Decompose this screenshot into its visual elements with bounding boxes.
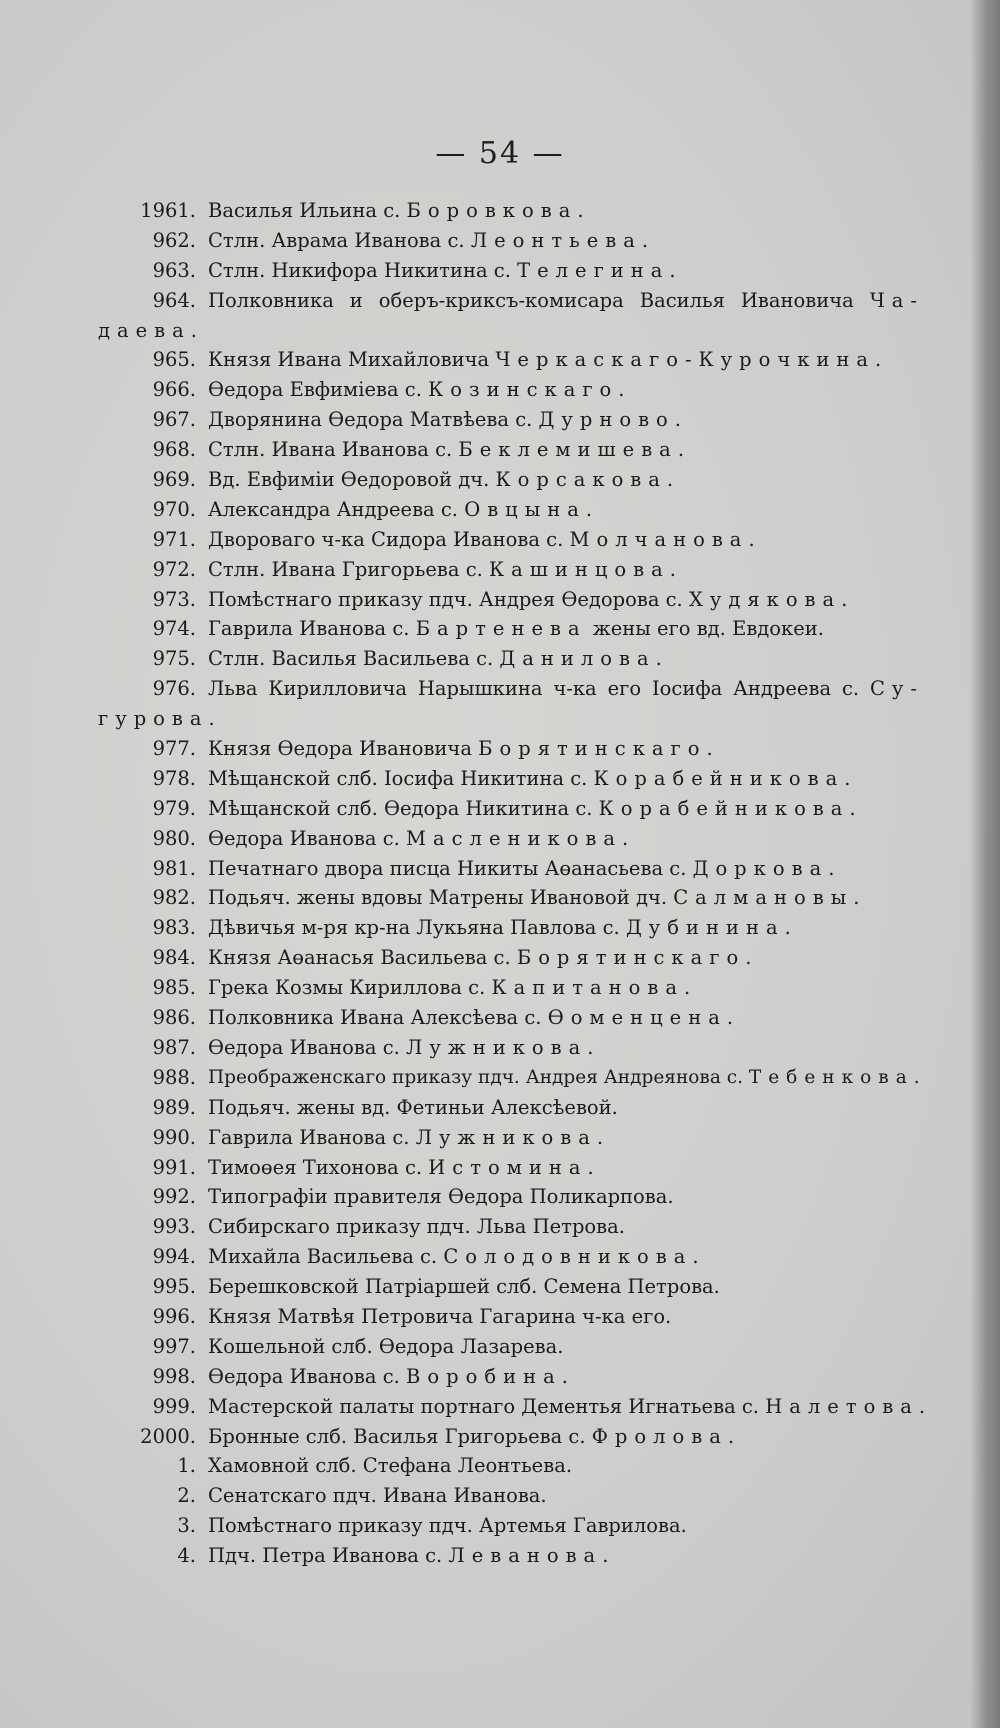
entry-text-plain: Полковника Ивана Алексѣева с. xyxy=(208,1006,548,1030)
list-entry xyxy=(0,1362,1000,1392)
entry-text-tail: . xyxy=(190,318,197,342)
entry-number: 981. xyxy=(152,856,196,880)
entry-text-tail: . xyxy=(587,1035,594,1059)
entry-surname-spaced: Овцына xyxy=(464,497,586,521)
list-entry xyxy=(0,1392,1000,1422)
entry-text-plain: Вд. Евфиміи Өедоровой дч. xyxy=(208,468,496,492)
entry-text-tail: . xyxy=(844,766,851,790)
entry-text xyxy=(208,1182,928,1212)
entry-surname-spaced: Корсакова xyxy=(495,468,667,492)
entry-text-tail: . xyxy=(585,497,593,521)
entry-text-plain: Гаврила Иванова с. xyxy=(208,1125,416,1149)
entry-text-plain: Помѣстнаго приказу пдч. Артемья Гаврилова. xyxy=(208,1514,687,1538)
list-entry xyxy=(0,256,1000,286)
entry-text xyxy=(208,674,924,704)
entry-number: 1. xyxy=(177,1454,196,1478)
entry-text xyxy=(208,286,924,316)
entry-text-plain: Печатнаго двора писца Никиты Аөанасьева с. xyxy=(208,856,693,880)
entry-number: 976. xyxy=(152,677,196,701)
entry-number: 969. xyxy=(152,468,196,492)
entry-text xyxy=(208,734,928,764)
entry-surname-spaced: Истомина xyxy=(428,1155,588,1179)
list-entry xyxy=(0,1242,1000,1272)
entry-text xyxy=(208,1093,928,1123)
entry-surname-spaced: Леонтьева xyxy=(470,228,642,252)
entry-text xyxy=(208,913,928,943)
entry-number: 987. xyxy=(152,1035,196,1059)
entry-text-tail: . xyxy=(641,228,649,252)
entry-number: 962. xyxy=(152,228,196,252)
list-entry xyxy=(0,495,1000,525)
entry-number: 973. xyxy=(152,587,196,611)
entry-text xyxy=(208,256,928,286)
entry-text-plain: Князя Матвѣя Петровича Гагарина ч-ка его. xyxy=(208,1304,672,1328)
list-entry xyxy=(0,1481,1000,1511)
entry-text xyxy=(208,1153,928,1183)
entry-text xyxy=(208,435,928,465)
list-entry xyxy=(0,883,1000,913)
entry-text-tail: . xyxy=(853,886,860,910)
entry-text xyxy=(208,405,928,435)
entry-text-tail: жены его вд. Евдокеи. xyxy=(586,617,824,641)
list-entry xyxy=(0,614,1000,644)
entry-text-plain: Типографіи правителя Өедора Поликарпова. xyxy=(208,1185,674,1209)
list-entry xyxy=(0,465,1000,495)
entry-surname-spaced: Масленикова xyxy=(406,826,623,850)
entry-text-tail: . xyxy=(622,826,629,850)
entry-text-plain: Князя Аөанасья Васильева с. xyxy=(208,946,517,970)
entry-text xyxy=(208,1242,928,1272)
entry-number: 971. xyxy=(152,527,196,551)
entry-surname-spaced: даева xyxy=(98,318,191,342)
entry-surname-spaced: Бартенева xyxy=(415,617,587,641)
list-entry xyxy=(0,764,1000,794)
entry-number: 995. xyxy=(152,1275,196,1299)
entry-text-tail: . xyxy=(561,1364,568,1388)
entry-number: 1961. xyxy=(140,199,196,222)
entry-number: 984. xyxy=(152,946,196,970)
list-entry xyxy=(0,1063,1000,1093)
entry-number: 975. xyxy=(152,647,196,671)
entry-text-plain: Тимоөея Тихонова с. xyxy=(208,1155,429,1179)
entry-text-plain: Өедора Иванова с. xyxy=(208,1364,407,1388)
entry-text-plain: Василья Ильина с. xyxy=(208,199,407,222)
entry-surname-spaced: Кашинцова xyxy=(489,557,670,581)
entry-text xyxy=(208,1272,928,1302)
list-entry xyxy=(0,913,1000,943)
entry-text-plain: Александра Андреева с. xyxy=(208,497,465,521)
entry-text xyxy=(208,794,928,824)
entry-number: 3. xyxy=(177,1514,196,1538)
list-entry xyxy=(0,1422,1000,1452)
entry-text-plain: Берешковской Патріаршей слб. Семена Петрова. xyxy=(208,1275,720,1299)
entry-number: 967. xyxy=(152,408,196,432)
entry-text xyxy=(208,614,928,644)
entry-text-tail: . xyxy=(727,1424,735,1448)
entry-number: 991. xyxy=(152,1155,196,1179)
list-entry xyxy=(0,1302,1000,1332)
entry-text xyxy=(208,1541,928,1571)
entry-text-plain: Стлн. Аврама Иванова с. xyxy=(208,228,471,252)
entry-text-tail: . xyxy=(849,796,856,820)
entry-text-tail: . xyxy=(587,1155,594,1179)
list-entry xyxy=(0,1153,1000,1183)
entry-number: 992. xyxy=(152,1185,196,1209)
entry-text xyxy=(208,973,928,1003)
entry-text-tail: . xyxy=(784,916,791,940)
entry-text xyxy=(208,585,928,615)
entry-number: 983. xyxy=(152,916,196,940)
entry-text xyxy=(208,1451,928,1481)
entry-number: 979. xyxy=(152,796,196,820)
entry-text xyxy=(208,1362,928,1392)
entry-text xyxy=(98,704,818,734)
entry-text-plain: Князя Ивана Михайловича xyxy=(208,348,496,372)
list-entry-continuation xyxy=(0,704,1000,734)
entry-number: 2. xyxy=(177,1484,196,1508)
list-entry xyxy=(0,943,1000,973)
list-entry xyxy=(0,345,1000,375)
entry-number: 997. xyxy=(152,1334,196,1358)
list-entry xyxy=(0,734,1000,764)
entry-text xyxy=(208,1302,928,1332)
entry-text-plain: Дворянина Өедора Матвѣева с. xyxy=(208,408,539,432)
entry-text xyxy=(208,1481,928,1511)
entry-text-tail: . xyxy=(841,587,848,611)
list-entry xyxy=(0,525,1000,555)
entry-number: 990. xyxy=(152,1125,196,1149)
entry-text-plain: Мастерской палаты портнаго Дементья Игнатьева с. xyxy=(208,1394,766,1418)
entry-number: 980. xyxy=(152,826,196,850)
entry-text-tail: . xyxy=(602,1544,609,1568)
list-entry-continuation xyxy=(0,316,1000,346)
entry-number: 982. xyxy=(152,886,196,910)
entry-surname-spaced: Фролова xyxy=(591,1424,728,1448)
entry-surname-spaced: Лужникова xyxy=(415,1125,597,1149)
entry-text xyxy=(208,555,928,585)
entry-surname-spaced: Ча- xyxy=(869,288,924,312)
entry-surname-spaced: Солодовникова xyxy=(443,1245,693,1269)
entry-text-plain: Стлн. Ивана Григорьева с. xyxy=(208,557,490,581)
entry-text-tail: . xyxy=(677,438,685,462)
entry-surname-spaced: Данилова xyxy=(499,647,656,671)
entry-surname-spaced: Худякова xyxy=(688,587,842,611)
list-entry xyxy=(0,1182,1000,1212)
entry-text-plain: Пдч. Петра Иванова с. xyxy=(208,1544,449,1568)
entry-text xyxy=(208,495,928,525)
entry-text-plain: Өедора Евфиміева с. xyxy=(208,378,429,402)
entry-number: 985. xyxy=(152,976,196,1000)
entry-text xyxy=(208,1063,928,1093)
entry-text-plain: Бронные слб. Василья Григорьева с. xyxy=(208,1424,592,1448)
entry-text xyxy=(208,196,928,226)
entry-text-plain: Гаврила Иванова с. xyxy=(208,617,416,641)
entry-text-plain: Стлн. Ивана Иванова с. xyxy=(208,438,459,462)
entry-number: 968. xyxy=(152,438,196,462)
list-entry xyxy=(0,644,1000,674)
entry-surname-spaced: Лужникова xyxy=(406,1035,588,1059)
entry-text xyxy=(208,764,928,794)
entry-text-tail: . xyxy=(726,1006,734,1030)
entry-surname-spaced: Борятинскаго xyxy=(516,946,746,970)
entry-text-plain: Помѣстнаго приказу пдч. Андрея Өедорова с. xyxy=(208,587,689,611)
entry-text-plain: Грека Козмы Кириллова с. xyxy=(208,976,492,1000)
list-entry xyxy=(0,1511,1000,1541)
entry-text-tail: . xyxy=(674,408,681,432)
list-entry xyxy=(0,824,1000,854)
entry-surname-spaced: Борятинскаго xyxy=(478,737,707,761)
entry-number: 963. xyxy=(152,258,196,282)
entry-surname-spaced: Козинскаго xyxy=(428,378,619,402)
entry-number: 970. xyxy=(152,497,196,521)
entry-number: 996. xyxy=(152,1304,196,1328)
entry-surname-spaced: Корабейникова xyxy=(598,796,850,820)
entry-text xyxy=(98,316,818,346)
entry-number: 4. xyxy=(177,1544,196,1568)
list-entry xyxy=(0,585,1000,615)
entry-number: 998. xyxy=(152,1364,196,1388)
list-entry xyxy=(0,1272,1000,1302)
entry-number: 964. xyxy=(152,288,196,312)
entry-text-tail: . xyxy=(706,737,713,761)
list-entry xyxy=(0,435,1000,465)
entry-surname-spaced: гурова xyxy=(98,707,209,731)
entry-text xyxy=(208,1422,928,1452)
entry-surname-spaced: Воробина xyxy=(406,1364,562,1388)
entry-text-tail: . xyxy=(208,707,215,731)
entry-text xyxy=(208,644,928,674)
entry-surname-spaced: Дубинина xyxy=(625,916,785,940)
entry-surname-spaced: Салмановы xyxy=(673,886,854,910)
list-entry xyxy=(0,674,1000,704)
list-entry xyxy=(0,555,1000,585)
list-entry xyxy=(0,1123,1000,1153)
list-entry xyxy=(0,1332,1000,1362)
entry-number: 993. xyxy=(152,1215,196,1239)
entry-text-tail: . xyxy=(692,1245,699,1269)
list-entry xyxy=(0,794,1000,824)
entry-text xyxy=(208,943,928,973)
entry-number: 986. xyxy=(152,1006,196,1030)
entry-number: 999. xyxy=(152,1394,196,1418)
entry-text-plain: Подьяч. жены вдовы Матрены Ивановой дч. xyxy=(208,886,674,910)
list-entry xyxy=(0,1033,1000,1063)
entry-surname-spaced: Дурново xyxy=(538,408,675,432)
entry-text-plain: Преображенскаго приказу пдч. Андрея Андреянова с. xyxy=(208,1066,749,1088)
entry-number: 977. xyxy=(152,737,196,761)
entry-text-tail: . xyxy=(918,1394,926,1418)
entry-text xyxy=(208,883,928,913)
entry-number: 989. xyxy=(152,1095,196,1119)
entry-text-plain: Дѣвичья м-ря кр-на Лукьяна Павлова с. xyxy=(208,916,626,940)
entry-surname-spaced: Налетова xyxy=(765,1394,919,1418)
list-entry xyxy=(0,1093,1000,1123)
list-entry xyxy=(0,375,1000,405)
entry-surname-spaced: Капитанова xyxy=(491,976,684,1000)
entry-text-plain: Сибирскаго приказу пдч. Льва Петрова. xyxy=(208,1215,625,1239)
entry-text xyxy=(208,375,928,405)
entry-number: 965. xyxy=(152,348,196,372)
entry-text-plain: Өедора Иванова с. xyxy=(208,826,407,850)
entry-text xyxy=(208,1212,928,1242)
entry-surname-spaced: Өоменцена xyxy=(547,1006,727,1030)
list-entry xyxy=(0,1212,1000,1242)
page-number: — 54 — xyxy=(435,136,565,171)
entry-number: 994. xyxy=(152,1245,196,1269)
entry-text-plain: Кошельной слб. Өедора Лазарева. xyxy=(208,1334,564,1358)
list-entry xyxy=(0,1003,1000,1033)
entry-surname-spaced: Доркова xyxy=(692,856,829,880)
entry-number: 978. xyxy=(152,766,196,790)
entry-number: 974. xyxy=(152,617,196,641)
entry-text xyxy=(208,525,928,555)
entry-text xyxy=(208,1123,928,1153)
entry-text-tail: . xyxy=(875,348,882,372)
entry-surname-spaced: Су- xyxy=(870,677,924,701)
entry-text-tail: . xyxy=(577,199,584,222)
list-entry xyxy=(0,973,1000,1003)
list-entry xyxy=(0,1451,1000,1481)
entry-text xyxy=(208,226,928,256)
list-entry xyxy=(0,1541,1000,1571)
entry-surname-spaced: Корабейникова xyxy=(593,766,845,790)
entry-surname-spaced: Телегина xyxy=(517,258,670,282)
entry-surname-spaced: Боровкова xyxy=(406,199,578,222)
entry-text xyxy=(208,824,928,854)
entry-text-plain: Мѣщанской слб. Іосифа Никитина с. xyxy=(208,766,594,790)
entry-text xyxy=(208,465,928,495)
entry-text-tail: . xyxy=(669,258,676,282)
list-entry xyxy=(0,854,1000,884)
entry-list xyxy=(0,196,1000,1571)
entry-text-tail: . xyxy=(683,976,691,1000)
entry-number: 988. xyxy=(152,1065,196,1089)
entry-text-plain: Подьяч. жены вд. Фетиньи Алексѣевой. xyxy=(208,1095,618,1119)
entry-text-tail: . xyxy=(745,946,752,970)
entry-text-plain: Өедора Иванова с. xyxy=(208,1035,407,1059)
entry-text xyxy=(208,1511,928,1541)
entry-number: 966. xyxy=(152,378,196,402)
entry-text-plain: Двороваго ч-ка Сидора Иванова с. xyxy=(208,527,570,551)
entry-text xyxy=(208,1332,928,1362)
entry-text-plain: Сенатскаго пдч. Ивана Иванова. xyxy=(208,1484,547,1508)
entry-text-plain: Льва Кирилловича Нарышкина ч-ка его Іосифа Андреева с. xyxy=(208,677,871,701)
entry-text-tail: . xyxy=(596,1125,604,1149)
entry-text xyxy=(208,1033,928,1063)
entry-text-tail: . xyxy=(618,378,625,402)
entry-text xyxy=(208,1003,928,1033)
entry-surname-spaced: Молчанова xyxy=(569,527,749,551)
entry-text-plain: Хамовной слб. Стефана Леонтьева. xyxy=(208,1454,573,1478)
entry-surname-spaced: Беклемишева xyxy=(458,438,678,462)
list-entry xyxy=(0,405,1000,435)
entry-surname-spaced: Тебенкова xyxy=(748,1066,914,1088)
entry-text-tail: . xyxy=(748,527,755,551)
entry-text xyxy=(208,1392,928,1422)
entry-number: 972. xyxy=(152,557,196,581)
entry-text-plain: Полковника и оберъ-криксъ-комисара Василья Ивановича xyxy=(208,288,870,312)
entry-text-tail: . xyxy=(655,647,662,671)
entry-text-plain: Князя Өедора Ивановича xyxy=(208,737,479,761)
entry-text-plain: Михайла Васильева с. xyxy=(208,1245,444,1269)
list-entry xyxy=(0,286,1000,316)
entry-surname-spaced: Леванова xyxy=(448,1544,603,1568)
entry-text-plain: Мѣщанской слб. Өедора Никитина с. xyxy=(208,796,599,820)
list-entry xyxy=(0,226,1000,256)
entry-text-tail: . xyxy=(828,856,835,880)
entry-text-plain: Стлн. Никифора Никитина с. xyxy=(208,258,518,282)
entry-text-tail: . xyxy=(666,468,674,492)
entry-number: 2000. xyxy=(140,1424,196,1448)
entry-text xyxy=(208,854,928,884)
list-entry xyxy=(0,196,1000,226)
entry-text xyxy=(208,345,928,375)
entry-surname-spaced: Черкаскаго-Курочкина xyxy=(495,348,876,372)
entry-text-tail: . xyxy=(913,1066,920,1088)
entry-text-tail: . xyxy=(669,557,676,581)
entry-text-plain: Стлн. Василья Васильева с. xyxy=(208,647,500,671)
